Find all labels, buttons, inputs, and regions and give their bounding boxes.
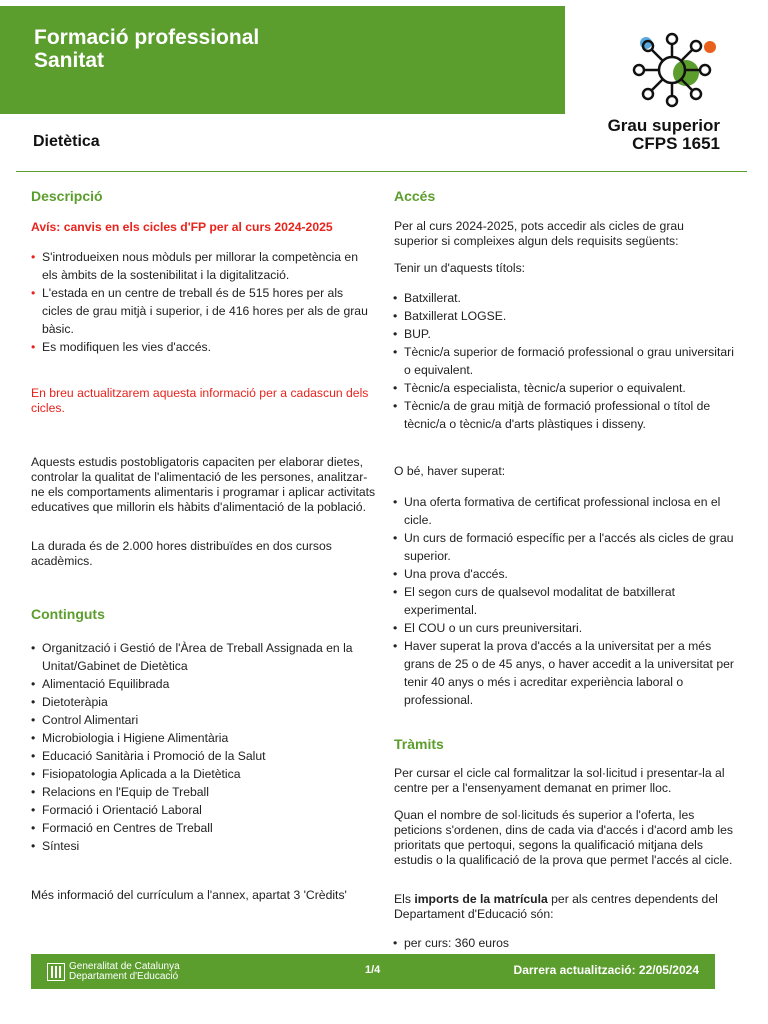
alert-item: • L'estada en un centre de treball és de 515 hores per als cicles de grau mitjà i superior, i de 416 hores per als de grau bàsic. bbox=[24, 284, 369, 338]
contents-item: • Control Alimentari bbox=[24, 711, 372, 729]
alt-item: • El segon curs de qualsevol modalitat de batxillerat experimental. bbox=[386, 583, 736, 619]
fees-text-post: per als centres dependents del Departament d'Educació són: bbox=[394, 892, 718, 921]
page-number: 1/4 bbox=[365, 964, 381, 976]
contents-item: • Microbiologia i Higiene Alimentària bbox=[24, 729, 372, 747]
titles-lead: Tenir un d'aquests títols: bbox=[394, 261, 526, 275]
contents-item: • Fisiopatologia Aplicada a la Dietètica bbox=[24, 765, 372, 783]
contents-item: • Dietoteràpia bbox=[24, 693, 372, 711]
titles-item: • BUP. bbox=[386, 325, 736, 343]
section-heading-continguts: Continguts bbox=[31, 606, 105, 622]
procedure-paragraph: Per cursar el cicle cal formalitzar la sol·licitud i presentar-la al centre per a l'ensenyament demanat en primer lloc. bbox=[394, 766, 725, 795]
titles-item: • Tècnic/a superior de formació professional o grau universitari o equivalent. bbox=[386, 343, 736, 379]
titles-item: • Batxillerat. bbox=[386, 289, 736, 307]
access-intro: Per al curs 2024-2025, pots accedir als cicles de grau superior si compleixes algun dels requisits següents: bbox=[394, 219, 684, 248]
priority-paragraph: Quan el nombre de sol·licituds és superior a l'oferta, les peticions s'ordenen, dins de cada via d'accés i d'acord amb les prioritats que pertoqui, segons la qualificació mitjana dels estudis o la qualificació de la prova que permet l'accés al cicle. bbox=[394, 808, 733, 867]
contents-item: • Síntesi bbox=[24, 837, 372, 855]
titles-item: • Tècnic/a especialista, tècnic/a superior o equivalent. bbox=[386, 379, 736, 397]
last-updated: Darrera actualització: 22/05/2024 bbox=[513, 963, 699, 977]
header-banner bbox=[0, 6, 565, 114]
alt-item: • Una oferta formativa de certificat professional inclosa en el cicle. bbox=[386, 493, 736, 529]
alert-title: Avís: canvis en els cicles d'FP per al curs 2024-2025 bbox=[31, 220, 333, 234]
page-title-line2: Sanitat bbox=[34, 49, 105, 72]
alt-item: • El COU o un curs preuniversitari. bbox=[386, 619, 736, 637]
org-line2: Departament d'Educació bbox=[69, 971, 179, 982]
grade-level: Grau superior bbox=[607, 116, 720, 135]
page-title-line1: Formació professional bbox=[34, 26, 260, 49]
header-divider bbox=[16, 171, 747, 172]
section-heading-tramits: Tràmits bbox=[394, 736, 444, 752]
section-heading-acces: Accés bbox=[394, 188, 436, 204]
alert-item: • Es modifiquen les vies d'accés. bbox=[24, 338, 369, 356]
alt-list bbox=[386, 493, 736, 709]
generalitat-logo-icon bbox=[47, 963, 65, 981]
fees-paragraph bbox=[394, 892, 739, 922]
org-name bbox=[69, 962, 180, 982]
page-subtitle: Dietètica bbox=[33, 133, 100, 150]
contents-item: • Alimentació Equilibrada bbox=[24, 675, 372, 693]
alert-list bbox=[24, 248, 369, 356]
description-paragraph: Aquests estudis postobligatoris capaciten per elaborar dietes, controlar la qualitat de l'alimentació de les persones, analitzar-ne els comportaments alimentaris i programar i aplicar activitats educatives que millorin els hàbits d'alimentació de la població. bbox=[31, 455, 376, 514]
course-code: CFPS 1651 bbox=[632, 134, 720, 153]
alt-item: • Un curs de formació específic per a l'accés als cicles de grau superior. bbox=[386, 529, 736, 565]
duration-paragraph: La durada és de 2.000 hores distribuïdes en dos cursos acadèmics. bbox=[31, 539, 332, 568]
alert-item: • S'introdueixen nous mòduls per millorar la competència en els àmbits de la sostenibilitat i la digitalització. bbox=[24, 248, 369, 284]
alt-item: • Una prova d'accés. bbox=[386, 565, 736, 583]
contents-item: • Organització i Gestió de l'Àrea de Treball Assignada en la Unitat/Gabinet de Dietètica bbox=[24, 639, 372, 675]
fees-link-text: imports de la matrícula bbox=[414, 892, 548, 906]
alt-item: • Haver superat la prova d'accés a la universitat per a més grans de 25 o de 45 anys, o haver accedit a la universitat per tenir 40 anys o més i acreditar experiència laboral o professional. bbox=[386, 637, 736, 709]
molecule-logo-icon bbox=[628, 30, 724, 114]
section-heading-descripcio: Descripció bbox=[31, 188, 103, 204]
fees-text-pre: Els bbox=[394, 892, 415, 906]
alt-lead: O bé, haver superat: bbox=[394, 464, 506, 478]
curriculum-note: Més informació del currículum a l'annex, apartat 3 'Crèdits' bbox=[31, 888, 347, 902]
contents-item: • Formació en Centres de Treball bbox=[24, 819, 372, 837]
contents-list bbox=[24, 639, 372, 855]
titles-list bbox=[386, 289, 736, 433]
contents-item: • Relacions en l'Equip de Treball bbox=[24, 783, 372, 801]
fees-item: • per curs: 360 euros bbox=[386, 934, 736, 952]
fees-list bbox=[386, 934, 736, 952]
contents-item: • Formació i Orientació Laboral bbox=[24, 801, 372, 819]
titles-item: • Batxillerat LOGSE. bbox=[386, 307, 736, 325]
alert-note: En breu actualitzarem aquesta informació per a cadascun dels cicles. bbox=[31, 386, 369, 415]
org-line1: Generalitat de Catalunya bbox=[69, 961, 180, 972]
titles-item: • Tècnic/a de grau mitjà de formació professional o títol de tècnic/a o tècnic/a d'arts plàstiques i disseny. bbox=[386, 397, 736, 433]
footer-bar bbox=[31, 954, 715, 989]
contents-item: • Educació Sanitària i Promoció de la Salut bbox=[24, 747, 372, 765]
